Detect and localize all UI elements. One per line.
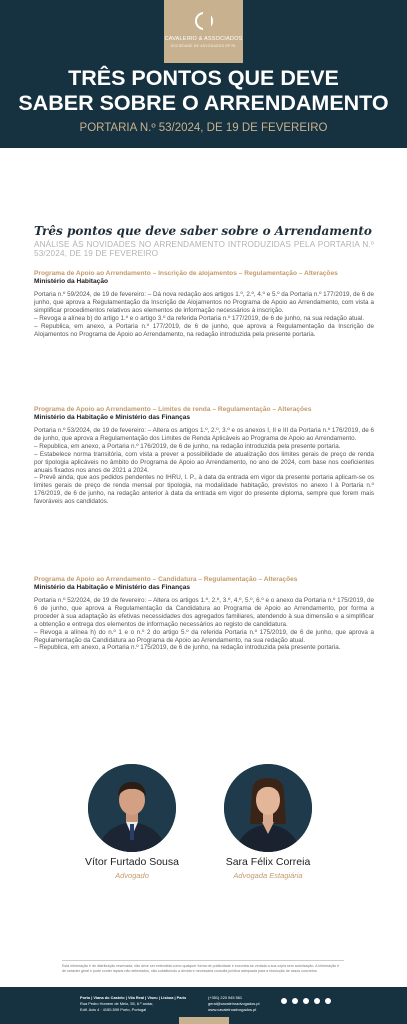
globe-icon[interactable] [281,998,287,1004]
section-paragraph: Portaria n.º 53/2024, de 19 de fevereiro: – Altera os artigos 1.º, 2.º, 3.º e os anexos I, II e III da Portaria n.º 176/2019, de 6 de junho, que aprova a Regulamentação dos Limites de Renda Aplicáveis ao Programa de Apoio ao Arrendamento. [34,427,374,442]
avatar [224,764,312,852]
lawyer-card-vitor[interactable] [62,764,202,880]
section-ministry: Ministério da Habitação e Ministério das Finanças [34,584,191,591]
article-body [34,224,374,652]
lawyer-card-sara[interactable] [198,764,338,880]
header-banner [0,0,407,148]
section-paragraph: – Republica, em anexo, a Portaria n.º 175/2019, de 6 de junho, na redação introduzida pela presente portaria. [34,644,341,652]
footer-divider [62,960,344,961]
article-heading: Três pontos que deve saber sobre o Arrendamento [34,224,372,238]
section-paragraph: – Republica, em anexo, a Portaria n.º 177/2019, de 6 de junho, que aprova a Regulamentação da Inscrição de Alojamentos no Programa de Apoio ao Arrendamento, na redação introduzida pela presente portaria. [34,322,374,338]
section-ministry: Ministério da Habitação [34,278,109,285]
title-line-1: TRÊS PONTOS QUE DEVE [68,66,339,90]
firm-logo[interactable] [164,0,243,63]
section-paragraph: – Revoga a alínea b) do artigo 1.º e o artigo 3.º da referida Portaria n.º 177/2019, de 6 de junho, na sua redação atual. [34,314,365,322]
section-paragraph: – Prevê ainda, que aos pedidos pendentes no IHRU, I. P., à data da entrada em vigor da presente portaria aplicam-se os limites gerais de preço de renda mensal por tipologia, na modalidade habitação, previstos no anexo I à Portaria n.º 176/2019, de 6 de junho, na redação anterior à data da entrada em vigor do presente diploma, sempre que forem mais favoráveis aos candidatos. [34,474,374,506]
lawyer-role: Advogado [115,871,149,880]
section-paragraph: Portaria n.º 59/2024, de 19 de fevereiro: – Dá nova redação aos artigos 1.º, 2.º, 4.º e 5.º da Portaria n.º 177/2019, de 6 de junho, que aprova a Regulamentação da Inscrição de Alojamentos no Programa de Apoio ao Arrendamento, com vista a simplificar procedimentos relativos aos elementos de informação necessários à inscrição. [34,291,374,314]
social-icons [281,998,331,1004]
linkedin-icon[interactable] [292,998,298,1004]
section-paragraph: – Revoga a alínea h) do n.º 1 e o n.º 2 do artigo 5.º da referida Portaria n.º 175/2019, de 6 de junho, que aprova a Regulamentação da Candidatura ao Programa de Apoio ao Arrendamento, na sua redação atual. [34,628,374,644]
section-limites-renda [34,406,374,506]
section-paragraph: – Estabelece norma transitória, com vista a prever a possibilidade de atualização dos limites gerais de preço de renda por tipologia aplicáveis no âmbito do Programa de Apoio ao Arrendamento, no ano de 2024, com base nos coeficientes anuais fixados nos anos de 2021 a 2024. [34,450,374,474]
section-title: Programa de Apoio ao Arrendamento – Inscrição de alojamentos – Regulamentação – Alterações [34,270,338,277]
youtube-icon[interactable] [314,998,320,1004]
avatar [88,764,176,852]
instagram-icon[interactable] [325,998,331,1004]
section-title: Programa de Apoio ao Arrendamento – Candidatura – Regulamentação – Alterações [34,576,298,583]
article-lead: ANÁLISE ÀS NOVIDADES NO ARRENDAMENTO INTRODUZIDAS PELA PORTARIA N.º 53/2024, DE 19 DE FEVEREIRO [34,240,374,258]
section-title: Programa de Apoio ao Arrendamento – Limites de renda – Regulamentação – Alterações [34,406,312,413]
website-link[interactable]: www.cavaleiroadvogados.pt [208,1007,257,1012]
section-paragraph: – Republica, em anexo, a Portaria n.º 176/2019, de 6 de junho, na redação introduzida pela presente portaria. [34,442,341,450]
page-subtitle: PORTARIA N.º 53/2024, DE 19 DE FEVEREIRO [79,122,328,134]
office-list: Porto | Viana do Castelo | Vila Real | Viseu | Lisboa | Paris [80,995,187,1000]
section-paragraph: Portaria n.º 52/2024, de 19 de fevereiro: – Altera os artigos 1.º, 2.º, 3.º, 4.º, 5.º, 6.º e o anexo da Portaria n.º 175/2019, de 6 de junho, que aprova a Regulamentação da Candidatura ao Programa de Apoio ao Arrendamento, por forma a proceder à sua adaptação às efetivas necessidades dos agregados familiares, atendendo à sua dimensão e a simplificar a obtenção e entrega dos elementos de informação necessários ao registo de candidatura. [34,597,374,628]
address-line-1: Rua Pedro Homem de Melo, 55, 6.º andar, [80,1001,154,1006]
phone-number[interactable]: (+351) 220 945 561 [208,995,243,1000]
section-inscricao [34,270,374,338]
section-candidatura [34,576,374,652]
page-title [0,66,407,116]
footer-logo-tab [179,1017,229,1024]
logo-name: CAVALEIRO & ASSOCIADOS [164,36,243,42]
section-ministry: Ministério da Habitação e Ministério das Finanças [34,414,191,421]
facebook-icon[interactable] [303,998,309,1004]
footer-offices [80,995,190,1013]
email-link[interactable]: geral@cavaleiroadvogados.pt [208,1001,260,1006]
logo-subtitle: SOCIEDADE DE ADVOGADOS SP RL [170,44,237,48]
address-line-2: Edif. Axis 4 · 4150-599 Porto, Portugal [80,1007,147,1012]
person-portrait-icon [88,764,176,852]
lawyer-name: Vítor Furtado Sousa [85,856,179,868]
title-line-2: SABER SOBRE O ARRENDAMENTO [18,91,389,115]
lawyer-role: Advogada Estagiária [233,871,303,880]
lawyer-name: Sara Félix Correia [225,856,311,868]
footer-contacts [208,995,278,1013]
logo-c-icon [195,12,213,30]
disclaimer-text: Esta informação é de distribuição reservada, não deve ser entendida como qualquer forma de publicidade e encontra-se vedada a sua cópia sem autorização. A informação é de carácter geral e pode conter lapsos não detectados, não substituindo a devida e necessária consulta jurídica adequada para a resolução de casos concretos. [62,964,340,973]
person-portrait-icon [224,764,312,852]
